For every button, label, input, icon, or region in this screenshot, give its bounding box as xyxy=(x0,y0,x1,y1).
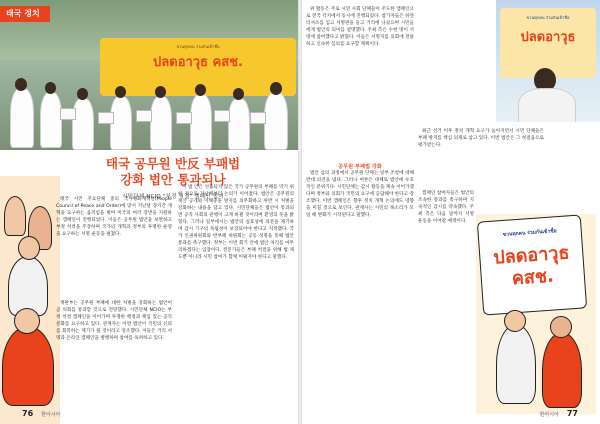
illustrated-figure xyxy=(14,308,40,334)
page-number-right: 77 xyxy=(566,409,578,418)
protest-sign xyxy=(60,108,76,120)
protester xyxy=(40,92,62,148)
protest-sign xyxy=(98,112,114,124)
sticker-top-text: ขวนทุกคน ร่วมกันเข้าชื่อ xyxy=(502,228,557,238)
protester xyxy=(228,98,250,150)
subhead: 공무원 부패법 강화 xyxy=(338,164,382,170)
protester-head xyxy=(45,82,56,94)
protester xyxy=(72,98,94,150)
illustrated-figure xyxy=(18,236,40,260)
right-body-text-2b: 캠페인 참여자들은 법안의 조속한 통과를 촉구하며 지속적인 감시를 약속했다. 주최 측은 다음 달까지 서명 운동을 이어갈 예정이다. xyxy=(418,191,474,225)
lead-paragraph xyxy=(56,196,172,296)
protest-sign xyxy=(176,112,192,124)
left-body-text: 재판부는 공무원 부패에 대한 처벌을 강화하는 법안이 곧 의회를 통과할 것으로 전망했다. 시민단체 NCIO는 부정 척결 캠페인을 이어가며 투명한 행정과 책임 있는 공직 문화를 요구하고 있다. 관계자는 이번 법안이 국민의 신뢰를 회복하는 계기가 될 것이라고 강조했다. 이들은 거리 서명과 온라인 캠페인을 병행하며 참여를 독려하고 있다. xyxy=(56,301,172,342)
protester-head xyxy=(115,86,126,98)
magazine-name-left: 한아시아 xyxy=(41,412,61,418)
right-body-column-1 xyxy=(306,6,414,164)
speaker-banner-main: ปลดอาวุธ xyxy=(520,30,576,45)
illustrated-figure xyxy=(4,196,26,236)
left-page xyxy=(0,0,298,424)
magazine-name-right: 한아시아 xyxy=(539,412,559,418)
right-body-column-2b xyxy=(418,190,474,410)
protest-sign xyxy=(214,110,230,122)
section-tab: 태국 정치 xyxy=(0,6,50,22)
illustrated-figure xyxy=(496,324,536,404)
protester-head xyxy=(233,88,244,100)
protest-photo xyxy=(0,0,298,150)
page-number-left: 76 xyxy=(22,409,34,418)
protester-head xyxy=(270,82,282,95)
illustrated-figure xyxy=(550,316,572,338)
left-body-column xyxy=(56,300,172,412)
illustrated-figure xyxy=(2,326,54,406)
illustrated-figure xyxy=(504,310,526,332)
protester xyxy=(150,96,172,150)
banner-main-text: ปลดอาวุธ คสช. xyxy=(153,55,243,70)
illustrated-figure xyxy=(8,256,48,316)
speaker-photo xyxy=(496,0,600,122)
headline-line-1: 태국 공무원 반反 부패법 xyxy=(105,156,241,171)
right-body-text-1: 위 활동은 주로 시민 사회 단체들이 주도한 캠페인으로 전국 각지에서 동시에 진행되었다. 참가자들은 하얀 티셔츠를 입고 서명판을 들고 거리에 나섰으며 시민들에게 법안의 의미를 설명했다. 주최 측은 수천 명이 서명에 참여했다고 밝혔다. 이들은 서명지를 의회에 전달하고 신속한 심의를 요구할 계획이다. xyxy=(306,7,414,48)
protest-illustration xyxy=(0,176,60,424)
byline: 시민단체 NCIO "부정 척결" 캠페인 벌여 xyxy=(122,194,224,200)
right-body-text-2: 최근 선거 이후 정치 개혁 요구가 높아지면서 시민 단체들은 부패 방지를 핵심 의제로 삼고 있다. 이번 법안은 그 첫걸음으로 평가받는다. xyxy=(418,129,544,149)
middle-body-text: 이 법 안은 선출되지 않은 국가 공무원의 부패를 막기 위한 것으로 지난해부터 논의가 이어졌다. 법안은 공무원의 재산 공개와 이해충돌 방지를 의무화하고 위반 시 처벌을 강화하는 내용을 담고 있다. 시민단체들은 법안이 통과되면 공직 사회의 관행이 크게 바뀔 것이라며 환영의 뜻을 밝혔다. 그러나 일부에서는 법안의 실효성에 의문을 제기하며 감시 기구의 독립성이 보장되어야 한다고 지적했다. 국가 인권위원회와 반부패 위원회는 공동 성명을 통해 법안 통과를 촉구했다. 정부는 이번 회기 안에 법안 처리를 마무리하겠다는 입장이다. 전문가들은 부패 척결을 위해 법 제도뿐 아니라 시민 참여가 함께 이뤄져야 한다고 말했다. xyxy=(178,185,294,261)
footer-right xyxy=(534,409,578,418)
speaker-banner-top: ขวนทุกคน ร่วมกันเข้าชื่อ xyxy=(526,15,570,20)
protester-head xyxy=(155,86,166,98)
sticker-card xyxy=(477,214,587,315)
right-body-column-2 xyxy=(418,128,544,176)
protester xyxy=(264,92,288,150)
speaker xyxy=(518,88,576,122)
protester-head xyxy=(15,78,27,91)
campaign-sticker-illustration xyxy=(476,214,596,414)
middle-body-column xyxy=(178,184,294,412)
protest-sign xyxy=(250,112,266,124)
protester-head xyxy=(195,84,206,96)
right-body-column-1b xyxy=(306,170,414,410)
banner-top-text: ขวนทุกคน ร่วมกันเข้าชื่อ xyxy=(176,44,220,49)
lead-text: 태국 시민 주요단체 중의 국가평화개혁단(People Council of Peace and Order)에 맞서 지난달 장기간 개혁을 요구하는 움직임을 벌여 미국의 여러 장면을 지원하는 캠페인이 진행되었다. 이들은 공무원 법안을 보완하고 부정 척결을 주장하며 국가의 개혁과 정부의 투명한 운영을 요구하는 서명 운동을 펼쳤다. xyxy=(56,197,172,238)
protester xyxy=(10,88,34,148)
sticker-main-text: ปลดอาวุธ คสช. xyxy=(492,242,571,290)
protester xyxy=(190,94,212,150)
illustrated-figure xyxy=(542,332,582,408)
protest-sign xyxy=(136,110,152,122)
protester-head xyxy=(77,88,88,100)
footer-left xyxy=(22,409,60,418)
headline-line-2: 강화 법안 통과되나 xyxy=(120,172,226,187)
right-body-text-1b: 법안 심의 과정에서 공무원 단체는 일부 조항에 대해 반대 의견을 냈다. 그러나 여론은 대체로 법안에 우호적인 분위기다. 시민단체는 감시 활동을 계속 이어가겠다며 정부와 의회가 국민의 요구에 응답해야 한다고 강조했다. 이번 캠페인은 향후 정치 개혁 논의에도 영향을 미칠 것으로 보인다. 관계자는 시민의 목소리가 모일 때 변화가 시작된다고 말했다. xyxy=(306,171,414,219)
